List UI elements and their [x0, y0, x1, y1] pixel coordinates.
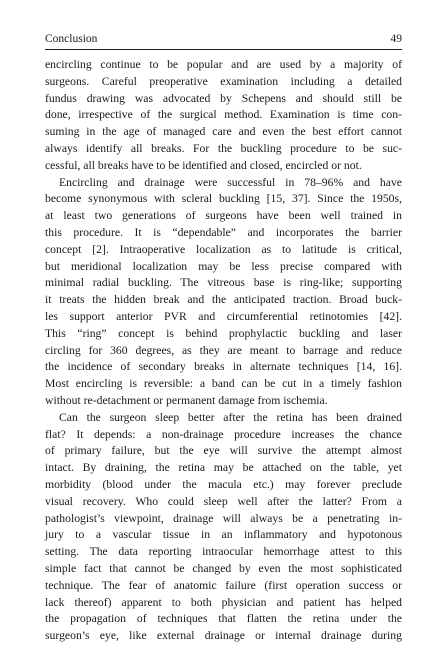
text-line: Encircling and drainage were successful in 78–96% and have: [59, 175, 402, 189]
text-line: setting. The data reporting intraocular hemorrhage attest to this: [45, 545, 402, 559]
text-line: morbidity (blood under the macula etc.) may forever preclude: [45, 477, 402, 491]
text-line: flat? It depends: a non-drainage procedure increases the chance: [45, 427, 402, 441]
text-line: suming in the age of managed care and even the best effort cannot: [45, 125, 402, 139]
text-line: Most encircling is reversible: a band can be cut in a timely fashion: [45, 377, 402, 391]
text-line: fundus drawing was advocated by Schepens and should still be: [45, 91, 402, 105]
text-line: simple fact that cannot be changed by even the most sophisticated: [45, 561, 402, 575]
text-line: technique. The fear of anatomic failure (first operation success or: [45, 578, 402, 592]
text-line: surgeon’s eye, like external drainage or internal drainage during: [45, 629, 402, 643]
text-line: always identify all breaks. For the buckling procedure to be suc-: [45, 141, 402, 155]
text-line: encircling continue to be popular and are used by a majority of: [45, 58, 402, 71]
text-line: done, irrespective of the surgical method. Examination is time con-: [45, 108, 402, 122]
text-line: the propagation of techniques that flatten the retina under the: [45, 612, 402, 626]
text-line: the incidence of secondary breaks in alternate techniques [14, 16].: [45, 360, 402, 374]
text-line: cessful, all breaks have to be identified and closed, encircled or not.: [45, 158, 362, 172]
text-line: surgeons. Careful preoperative examination including a detailed: [45, 74, 402, 88]
text-line: without re-detachment or permanent damage from ischemia.: [45, 393, 328, 407]
text-line: pathologist’s viewpoint, drainage will always be a penetrating in-: [45, 511, 402, 525]
text-line: jury to a vascular tissue in an inflammatory and hypotonous: [45, 528, 402, 542]
body-text: [45, 57, 402, 645]
text-line: this procedure. It is “dependable” and incorporates the barrier: [45, 225, 402, 239]
text-line: lack thereof) apparent to both physician and patient has helped: [45, 595, 402, 609]
text-line: minimal radial buckling. The vitreous base is ring-like; supporting: [45, 276, 402, 290]
running-header: [45, 31, 402, 50]
text-line: Can the surgeon sleep better after the retina has been drained: [59, 410, 402, 424]
text-line: concept [2]. Intraoperative localization as to latitude is critical,: [45, 242, 402, 256]
text-line: This “ring” concept is behind prophylactic buckling and laser: [45, 326, 402, 340]
text-line: les support anterior PVR and circumferential retinotomies [42].: [45, 309, 402, 323]
text-line: circling for 360 degrees, as they are meant to barrage and reduce: [45, 343, 402, 357]
running-section-title: Conclusion: [45, 33, 98, 45]
text-line: of primary failure, but the eye will survive the attempt almost: [45, 444, 402, 458]
text-line: become synonymous with scleral buckling [15, 37]. Since the 1950s,: [45, 192, 402, 206]
page-number: 49: [390, 33, 402, 45]
text-line: it treats the hidden break and the anticipated traction. Broad buck-: [45, 293, 402, 307]
text-line: intact. By draining, the retina may be attached on the table, yet: [45, 461, 402, 475]
text-line: at least two generations of surgeons have been well trained in: [45, 209, 402, 223]
text-line: visual recovery. Who could sleep well after the latter? From a: [45, 494, 402, 508]
text-line: but meridional localization may be less precise compared with: [45, 259, 402, 273]
